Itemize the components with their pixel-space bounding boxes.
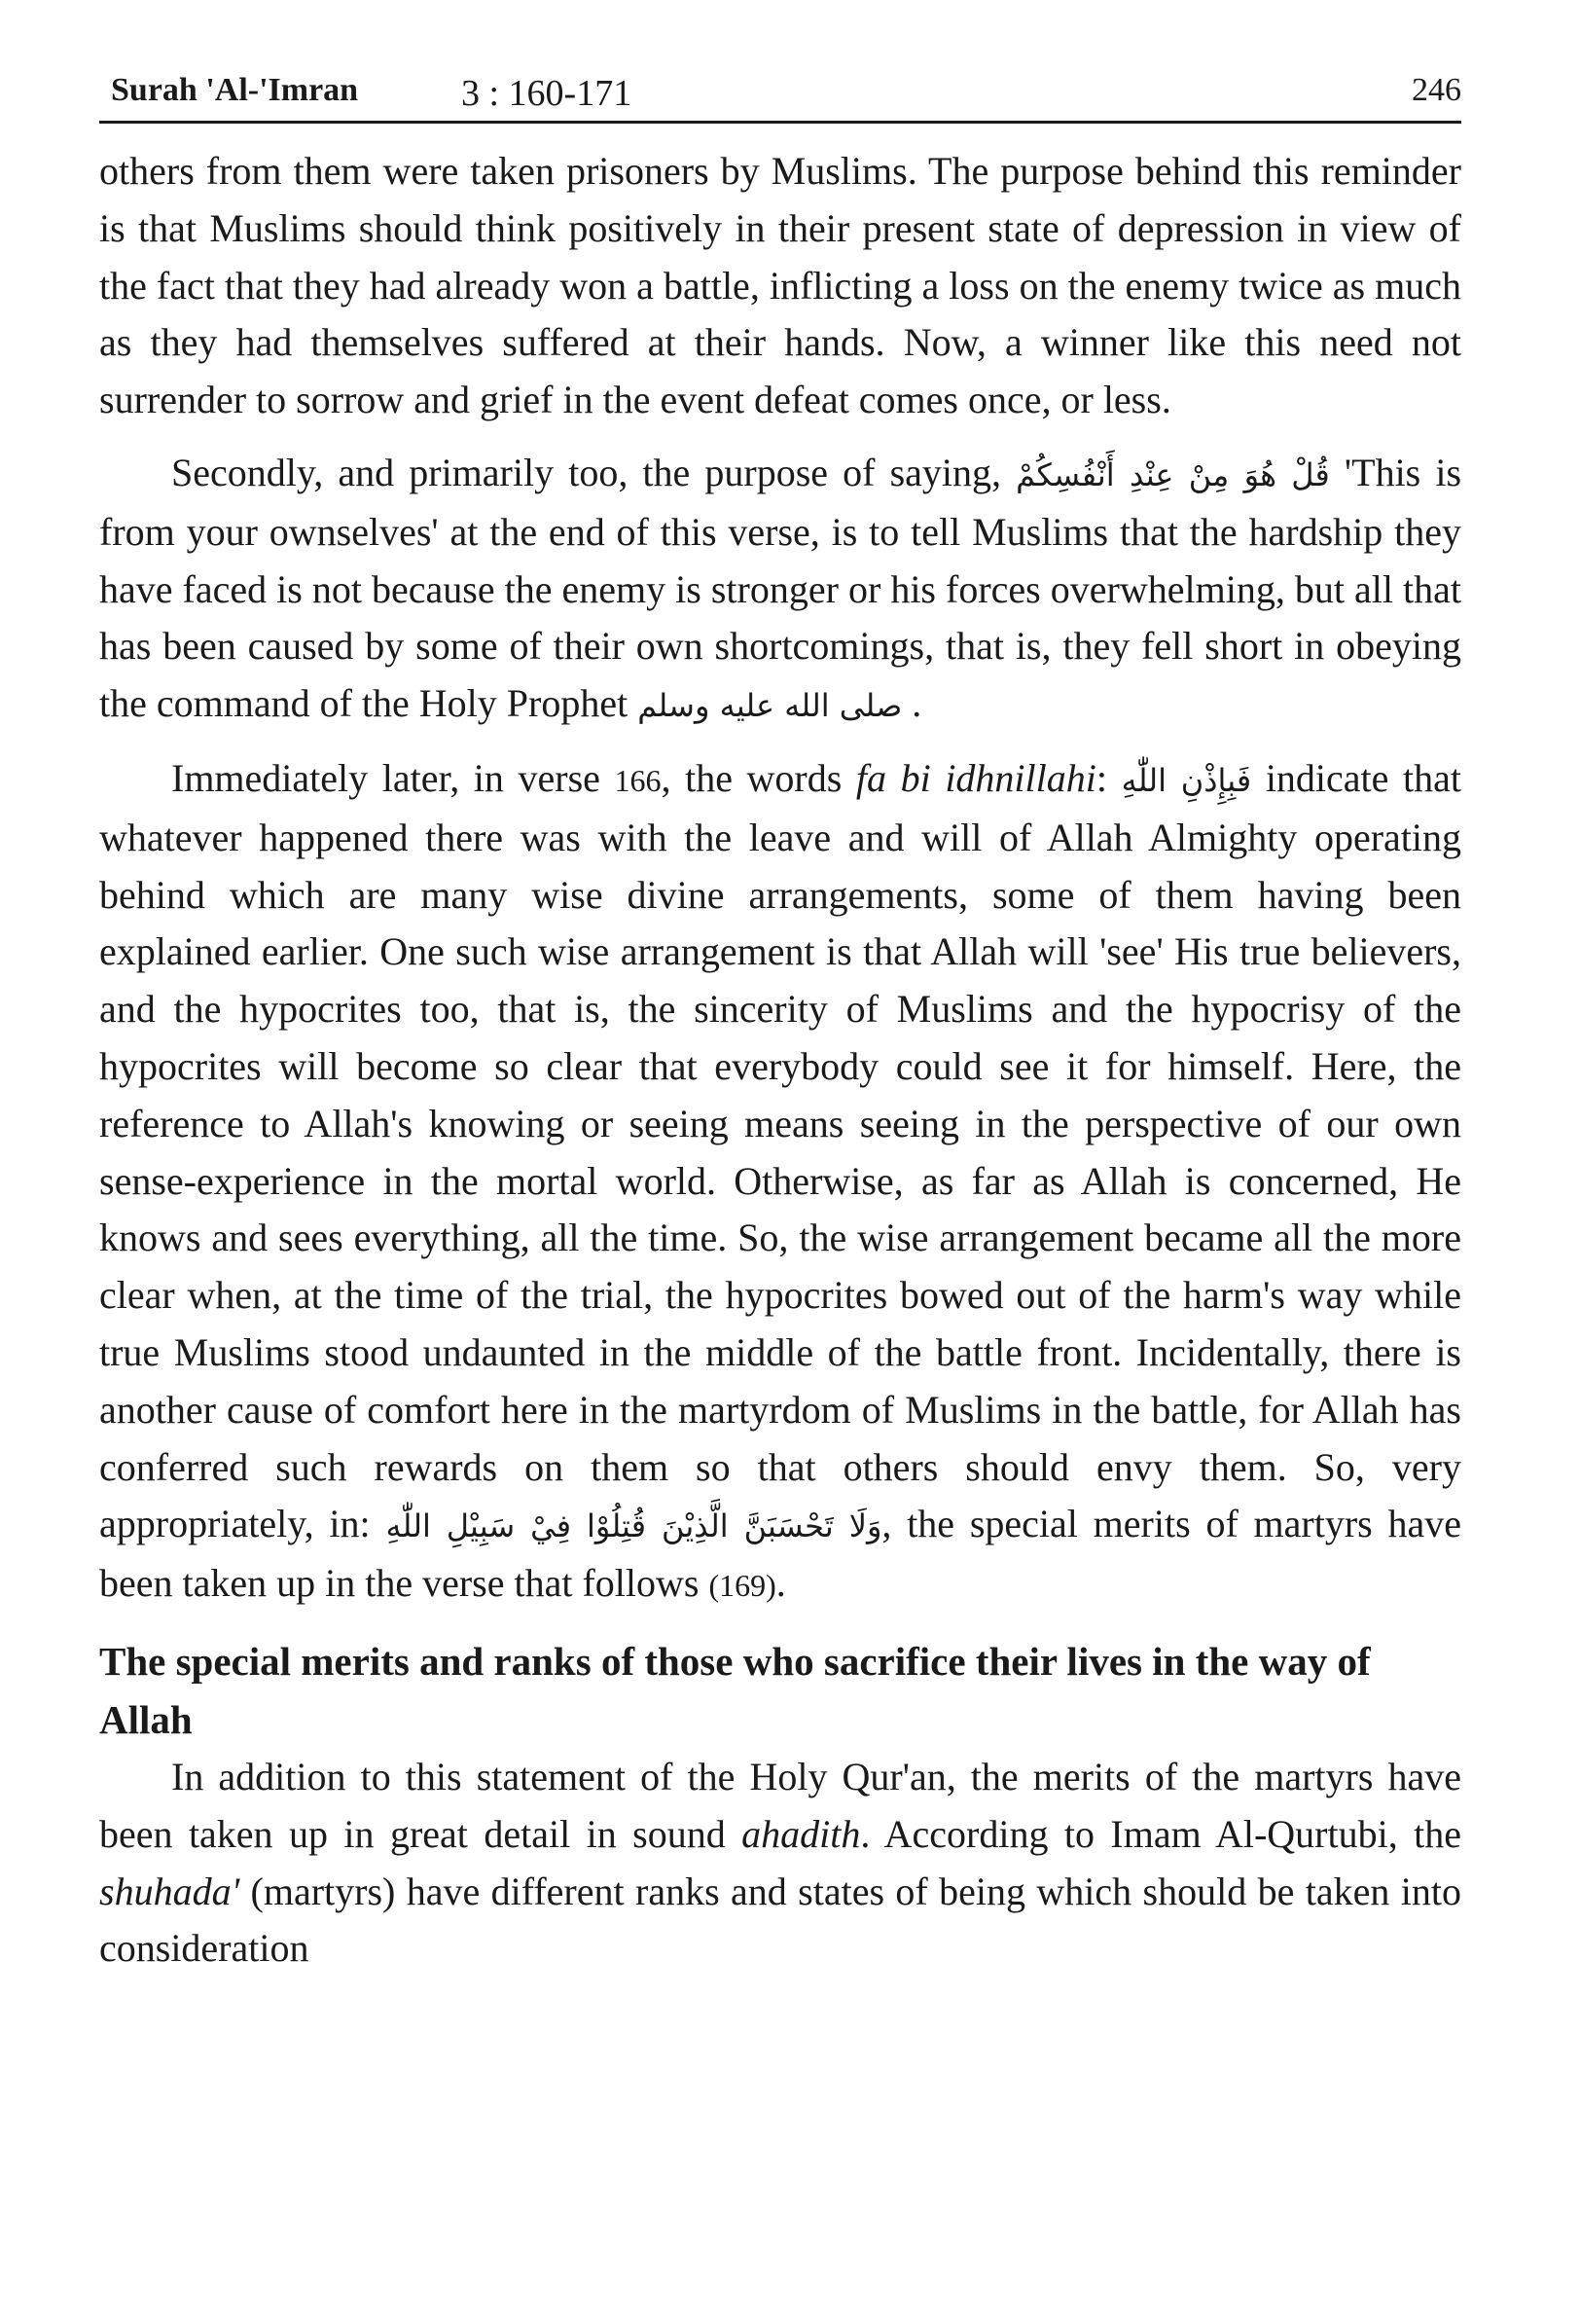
paragraph-3-text-1: Immediately later, in verse <box>171 755 600 800</box>
page-number: 246 <box>1412 72 1461 108</box>
paragraph-3-text-6: . <box>775 1561 786 1606</box>
paragraph-3-text-3: : <box>1095 755 1108 800</box>
section-heading: The special merits and ranks of those who sacrifice their lives in the way of Allah <box>99 1638 1371 1742</box>
body-text <box>99 143 1461 1978</box>
book-page <box>99 60 1461 1978</box>
paragraph-3-text-5: , the special merits of martyrs have been taken up in the verse that follows <box>99 1502 1462 1606</box>
term-shuhada: shuhada' <box>99 1869 240 1913</box>
arabic-quote-ownselves: قُلْ هُوَ مِنْ عِنْدِ أَنْفُسِكُمْ <box>1016 455 1330 493</box>
paragraph-4-text-1: In addition to this statement of the Holy Qur'an, the merits of the martyrs have been taken up in great detail in sound <box>99 1754 1461 1856</box>
paragraph-2 <box>99 445 1461 735</box>
surah-title: Surah 'Al-'Imran <box>111 72 359 108</box>
paragraph-4-text-2: . According to Imam Al-Qurtubi, the <box>860 1811 1462 1856</box>
paragraph-4 <box>99 1749 1461 1978</box>
arabic-quote-martyrs: وَلَا تَحْسَبَنَّ الَّذِيْنَ قُتِلُوْا فِيْ سَبِيْلِ اللّٰهِ <box>385 1507 882 1545</box>
running-head <box>99 60 1461 124</box>
paragraph-2-text-3: . <box>912 681 922 726</box>
paragraph-2-text-2: 'This is from your ownselves' at the end of this verse, is to tell Muslims that the hardship they have faced is not because the enemy is stronger or his forces overwhelming, but all that has been caused by some of their own shortcomings, that is, they fell short in obeying the command of the Holy Prophet <box>99 450 1462 726</box>
paragraph-3-text-4: indicate that whatever happened there was with the leave and will of Allah Almighty operating behind which are many wise divine arrangements, some of them having been explained earlier. One such wise arrangement is that Allah will 'see' His true believers, and the hypocrites too, that is, the sincerity of Muslims and the hypocrisy of the hypocrites will become so clear that everybody could see it for himself. Here, the reference to Allah's knowing or seeing means seeing in the perspective of our own sense-experience in the mortal world. Otherwise, as far as Allah is concerned, He knows and sees everything, all the time. So, the wise arrangement became all the more clear when, at the time of the trial, the hypocrites bowed out of the harm's way while true Muslims stood undaunted in the middle of the battle front. Incidentally, there is another cause of comfort here in the martyrdom of Muslims in the battle, for Allah has conferred such rewards on them so that others should envy them. So, very appropriately, in: <box>99 755 1461 1546</box>
verse-number: 166 <box>614 762 662 798</box>
term-ahadith: ahadith <box>741 1811 861 1856</box>
transliteration: fa bi idhnillahi <box>855 755 1096 800</box>
verse-reference: (169) <box>708 1568 776 1604</box>
paragraph-3-text-2: , the words <box>661 755 843 800</box>
arabic-quote-leave: فَبِإِذْنِ اللّٰهِ <box>1121 761 1252 799</box>
paragraph-1: others from them were taken prisoners by Muslims. The purpose behind this reminder is that Muslims should think positively in their present state of depression in view of the fact that they had already won a battle, inflicting a loss on the enemy twice as much as they had themselves suffered at their hands. Now, a winner like this need not surrender to sorrow and grief in the event defeat comes once, or less. <box>99 149 1461 422</box>
paragraph-2-text-1: Secondly, and primarily too, the purpose of saying, <box>171 450 1002 494</box>
paragraph-4-text-3: (martyrs) have different ranks and states of being which should be taken into consideration <box>99 1869 1461 1971</box>
paragraph-3 <box>99 750 1461 1615</box>
verse-range: 3 : 160-171 <box>461 73 632 114</box>
arabic-salutation: صلى الله عليه وسلم <box>637 687 903 725</box>
